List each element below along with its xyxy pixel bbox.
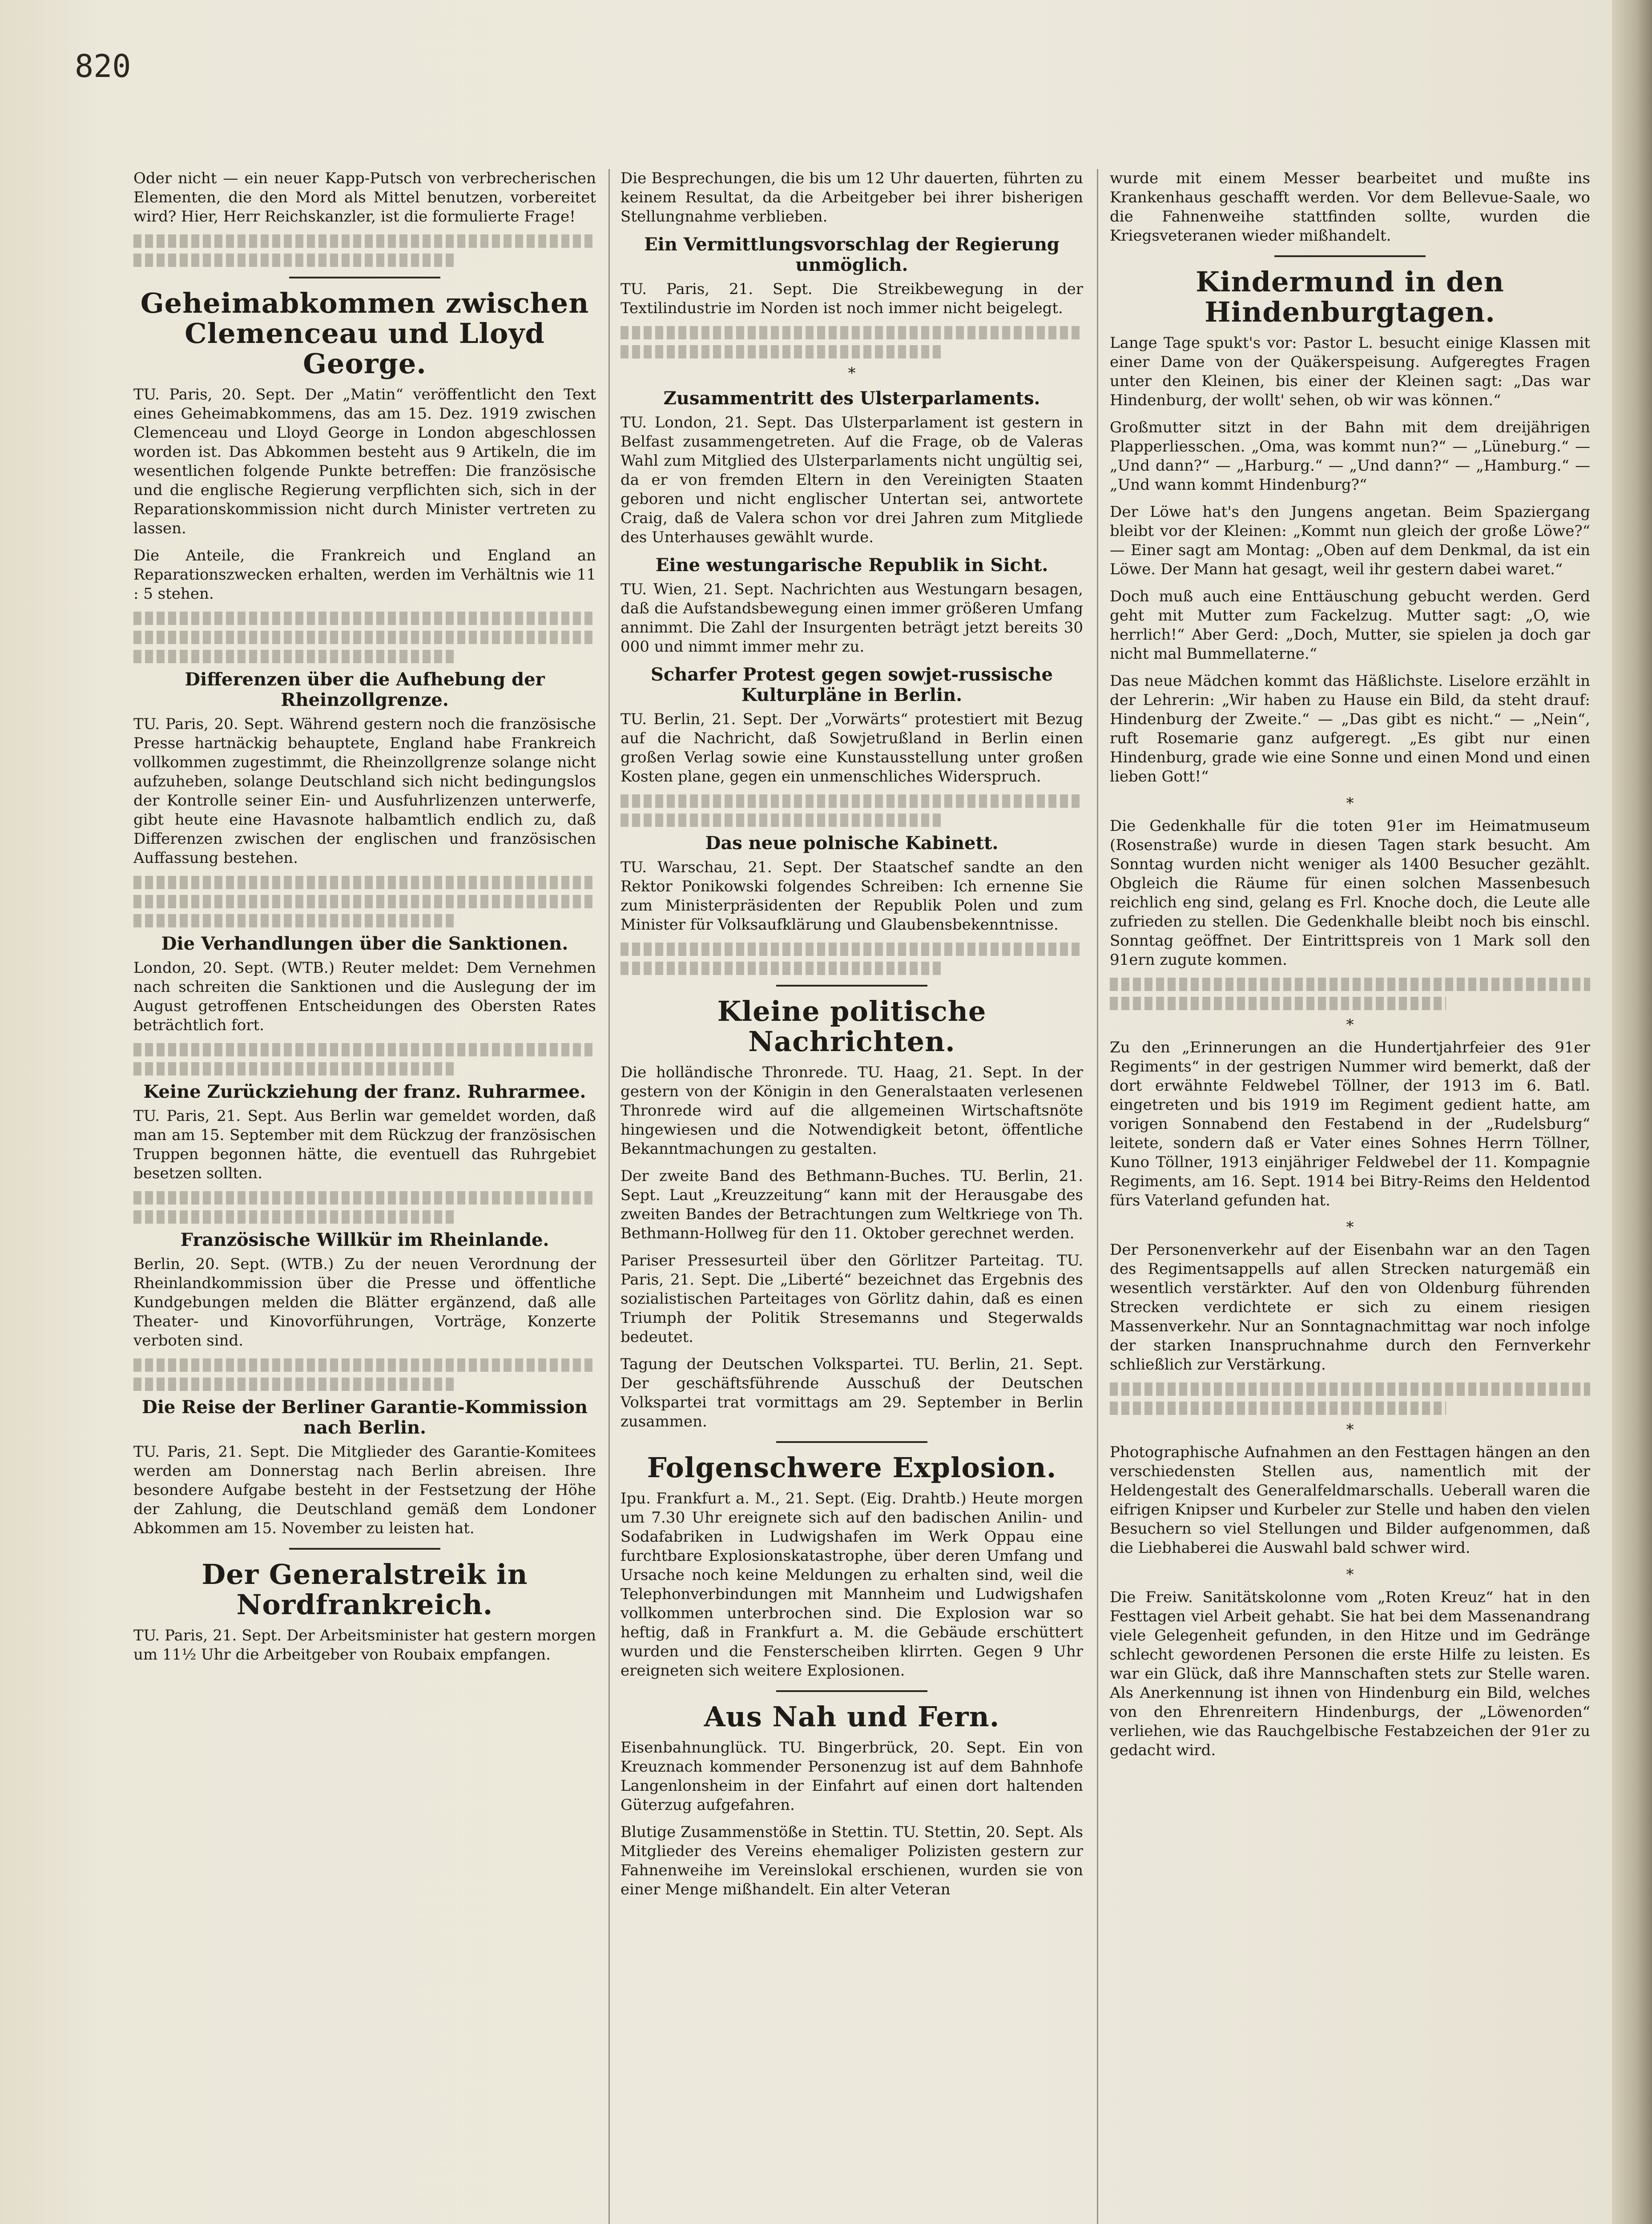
text-line-placeholder (133, 1043, 596, 1056)
article-text: TU. Paris, 21. Sept. Die Streikbewegung in der Textilindustrie im Norden ist noch immer nicht beigelegt. (621, 280, 1083, 317)
article-text: Oder nicht — ein neuer Kapp-Putsch von verbrecherischen Elementen, die den Mord als Mittel benutzen, vorbereitet wird? Hier, Herr Reichskanzler, ist die formulierte Frage! (133, 169, 596, 226)
subheadline: Französische Willkür im Rheinlande. (180, 1229, 549, 1250)
subheadline: Scharfer Protest gegen sowjet-russische Kulturpläne in Berlin. (651, 664, 1053, 705)
article-text: Der Personenverkehr auf der Eisenbahn war an den Tagen des Regimentsappells auf allen Strecken naturgemäß ein wesentlich verstärkter. Auf den von Oldenburg führenden Strecken verdichtete er sich zu einem riesigen Massenverkehr. Nur an Sonntagnachmittag war noch infolge der starken Inanspruchnahme durch den Fernverkehr schließlich zur Verstärkung. (1110, 1241, 1590, 1374)
article-text: Lange Tage spukt's vor: Pastor L. besucht einige Klassen mit einer Dame von der Quäkerspeisung. Aufgeregtes Fragen unter den Kleinen, bis einer der Kleinen sagt: „Das war Hindenburg, der wollt' sehen, ob wir was können.“ (1110, 334, 1590, 409)
subheadline: Differenzen über die Aufhebung der Rheinzollgrenze. (185, 669, 545, 710)
separator-rule (1274, 255, 1426, 257)
article-text: TU. Paris, 20. Sept. Der „Matin“ veröffentlicht den Text eines Geheimabkommens, das am 15. Dez. 1919 zwischen Clemenceau und Lloyd George in London abgeschlossen worden ist. Das Abkommen besteht aus 9 Artikeln, die im wesentlichen folgende Punkte betreffen: Die französische und die englische Regierung verpflichten sich, sich in der Reparationskommission nicht durch Minister vertreten zu lassen. (133, 386, 596, 537)
page-number: 820 (75, 48, 131, 85)
separator-rule (289, 1548, 440, 1550)
article-text: Die Besprechungen, die bis um 12 Uhr dauerten, führten zu keinem Resultat, da die Arbeitgeber bei ihrer bisherigen Stellungnahme verblieben. (621, 169, 1083, 226)
star-divider: * (1346, 1421, 1354, 1438)
article-text: Der zweite Band des Bethmann-Buches. TU. Berlin, 21. Sept. Laut „Kreuzzeitung“ kann mit der Herausgabe des zweiten Bandes der Betrachtungen zum Weltkriege von Th. Bethmann-Hollweg für den 11. Oktober gerechnet werden. (621, 1167, 1083, 1242)
star-divider: * (1346, 1016, 1354, 1034)
star-divider: * (1346, 794, 1354, 812)
column-1 (133, 169, 596, 1672)
text-line-placeholder (133, 234, 596, 248)
article-text: Die Anteile, die Frankreich und England an Reparationszwecken erhalten, werden im Verhältnis wie 11 : 5 stehen. (133, 547, 596, 603)
subheadline: Eine westungarische Republik in Sicht. (655, 555, 1048, 576)
star-divider: * (1346, 1218, 1354, 1236)
page-edge-binding (1612, 0, 1652, 2224)
article-text: Die Freiw. Sanitätskolonne vom „Roten Kreuz“ hat in den Festtagen viel Arbeit gehabt. Sie hat bei dem Massenandrang viele Gelegenheit gefunden, in den Hitze und im Gedränge schlecht gewordenen Personen die erste Hilfe zu leisten. Es war ein Glück, daß ihre Mannschaften stets zur Stelle waren. Als Anerkennung ist ihnen von Hindenburg ein Bild, welches von den Ehrenreitern Hindenburgs, der „Löwenorden“ verliehen, wie das Rauchgelbische Festabzeichen der 91er zu gedacht wird. (1110, 1588, 1590, 1759)
headline: Kleine politische Nachrichten. (717, 995, 987, 1058)
article-text: TU. Paris, 21. Sept. Der Arbeitsminister hat gestern morgen um 11½ Uhr die Arbeitgeber von Roubaix empfangen. (133, 1627, 596, 1664)
headline: Der Generalstreik in Nordfrankreich. (201, 1558, 528, 1621)
article-text: Pariser Pressesurteil über den Görlitzer Parteitag. TU. Paris, 21. Sept. Die „Liberté“ bezeichnet das Ergebnis des sozialistischen Parteitages von Görlitz dahin, daß es einen Triumph der Politik Stresemanns und Stegerwalds bedeutet. (621, 1252, 1083, 1346)
subheadline: Das neue polnische Kabinett. (705, 833, 999, 854)
text-line-placeholder (621, 794, 1083, 808)
column-divider (608, 169, 610, 2224)
article-text: Blutige Zusammenstöße in Stettin. TU. Stettin, 20. Sept. Als Mitglieder des Vereins ehemaliger Polizisten gestern zur Fahnenweihe im Vereinslokal erschienen, wurden sie von einer Menge mißhandelt. Ein alter Veteran (621, 1823, 1083, 1898)
subheadline: Zusammentritt des Ulsterparlaments. (663, 388, 1040, 409)
text-line-placeholder (1110, 997, 1446, 1010)
article-text: Die holländische Thronrede. TU. Haag, 21. Sept. In der gestern von der Königin in den Generalstaaten verlesenen Thronrede wird auf die allgemeinen Wirtschaftsnöte hingewiesen und die Notwendigkeit betont, öffentliche Bekanntmachungen zu gestalten. (621, 1064, 1083, 1158)
subheadline: Ein Vermittlungsvorschlag der Regierung unmöglich. (644, 234, 1060, 275)
article-text: wurde mit einem Messer bearbeitet und mußte ins Krankenhaus geschafft werden. Vor dem Bellevue-Saale, wo die Fahnenweihe stattfinden sollte, wurden die Kriegsveteranen wieder mißhandelt. (1110, 169, 1590, 245)
star-divider: * (1346, 1566, 1354, 1583)
separator-rule (776, 985, 927, 987)
article-text: Eisenbahnunglück. TU. Bingerbrück, 20. Sept. Ein von Kreuznach kommender Personenzug ist auf dem Bahnhofe Langenlonsheim in der Einfahrt auf einen dort haltenden Güterzug aufgefahren. (621, 1739, 1083, 1814)
article-text: Zu den „Erinnerungen an die Hundertjahrfeier des 91er Regiments“ in der gestrigen Nummer wird bemerkt, daß der dort erwähnte Feldwebel Töllner, der 1913 im 6. Batl. eingetreten und bis 1919 im Regiment gedient hatte, am vorigen Sonnabend den Festabend in der „Rudelsburg“ leitete, sondern daß er Vater eines Sohnes Herrn Töllner, Kuno Töllner, 1913 einjähriger Feldwebel der 11. Kompagnie Regiments, am 16. Sept. 1914 bei Bitry-Reims den Heldentod fürs Vaterland gefunden hat. (1110, 1039, 1590, 1209)
subheadline: Die Reise der Berliner Garantie-Kommission nach Berlin. (142, 1397, 588, 1438)
article-text: Das neue Mädchen kommt das Häßlichste. Liselore erzählt in der Lehrerin: „Wir haben zu Hause ein Bild, da steht drauf: Hindenburg der Zweite.“ — „Das gibt es nicht.“ — „Nein“, ruft Rosemarie ganz aufgeregt. „Es gibt nur einen Hindenburg, grade wie eine Sonne und einen Mond und einen lieben Gott!“ (1110, 672, 1590, 786)
star-divider: * (848, 364, 856, 382)
article-text: Photographische Aufnahmen an den Festtagen hängen an den verschiedensten Stellen aus, namentlich mit der Heldengestalt des Generalfeldmarschalls. Ueberall waren die eifrigen Knipser und Kurbeler zur Stelle und haben den vielen Besuchern so viel Stellungen und Bilder aufgenommen, daß die Liebhaberei die Auswahl bald schwer wird. (1110, 1443, 1590, 1557)
text-line-placeholder (1110, 1382, 1590, 1396)
column-3 (1110, 169, 1590, 1768)
article-text: London, 20. Sept. (WTB.) Reuter meldet: Dem Vernehmen nach schreiten die Sanktionen und die Auslegung der im August getroffenen Entscheidungen des Obersten Rates beträchtlich fort. (133, 959, 596, 1034)
text-line-placeholder (621, 326, 1083, 339)
text-line-placeholder (133, 254, 457, 267)
separator-rule (289, 277, 440, 278)
column-2 (621, 169, 1083, 1907)
headline: Folgenschwere Explosion. (647, 1451, 1057, 1484)
text-line-placeholder (133, 895, 596, 908)
article-text: Doch muß auch eine Enttäuschung gebucht werden. Gerd geht mit Mutter zum Fackelzug. Mutter sagt: „O, wie herrlich!“ Aber Gerd: „Doch, Mutter, sie spielen ja doch gar nicht mal Bummellaterne.“ (1110, 588, 1590, 663)
article-text: TU. London, 21. Sept. Das Ulsterparlament ist gestern in Belfast zusammengetreten. Auf die Frage, ob de Valeras Wahl zum Mitglied des Ulsterparlaments nicht ungültig sei, da er von fremden Eltern in den Vereinigten Staaten geboren und nicht englischer Untertan sei, antwortete Craig, daß de Valera schon vor drei Jahren zum Mitgliede des Unterhauses gewählt wurde. (621, 414, 1083, 546)
text-line-placeholder (621, 345, 944, 359)
subheadline: Die Verhandlungen über die Sanktionen. (161, 933, 568, 954)
article-text: TU. Warschau, 21. Sept. Der Staatschef sandte an den Rektor Ponikowski folgendes Schreiben: Ich ernenne Sie zum Ministerpräsidenten der Republik Polen und zum Minister für Volksaufklärung und Glaubensbekenntnisse. (621, 858, 1083, 934)
text-line-placeholder (1110, 978, 1590, 991)
headline: Kindermund in den Hindenburgtagen. (1196, 266, 1504, 328)
text-line-placeholder (133, 914, 457, 927)
text-line-placeholder (1110, 1402, 1446, 1415)
text-line-placeholder (133, 1210, 457, 1224)
text-line-placeholder (621, 943, 1083, 956)
article-text: Der Löwe hat's den Jungens angetan. Beim Spaziergang bleibt vor der Kleinen: „Kommt nun gleich der große Löwe?“ — Einer sagt am Montag: „Oben auf dem Denkmal, da ist ein Löwe. Der Mann hat gesagt, weil ihr gestern dabei waret.“ (1110, 503, 1590, 578)
article-text: Großmutter sitzt in der Bahn mit dem dreijährigen Plapperliesschen. „Oma, was kommt nun?“ — „Lüneburg.“ — „Und dann?“ — „Harburg.“ — „Und dann?“ — „Hamburg.“ — „Und wann kommt Hindenburg?“ (1110, 419, 1590, 494)
subheadline: Keine Zurückziehung der franz. Ruhrarmee. (143, 1081, 586, 1102)
text-line-placeholder (133, 1358, 596, 1372)
text-line-placeholder (133, 631, 596, 644)
headline: Geheimabkommen zwischen Clemenceau und Lloyd George. (140, 287, 589, 380)
article-text: Die Gedenkhalle für die toten 91er im Heimatmuseum (Rosenstraße) wurde in diesen Tagen stark besucht. Am Sonntag wurden nicht weniger als 1400 Besucher gezählt. Obgleich die Räume für einen solchen Massenbesuch reichlich eng sind, gelang es Frl. Knoche doch, die Leute alle zufrieden zu stellen. Die Gedenkhalle bleibt noch bis einschl. Sonntag geöffnet. Der Eintrittspreis von 1 Mark soll den 91ern zugute kommen. (1110, 817, 1590, 969)
article-text: TU. Berlin, 21. Sept. Der „Vorwärts“ protestiert mit Bezug auf die Nachricht, daß Sowjetrußland in Berlin einen großen Verlag sowie eine Kunstausstellung unter großen Kosten plane, gegen ein unmenschliches Widerspruch. (621, 710, 1083, 786)
text-line-placeholder (133, 612, 596, 625)
article-text: Tagung der Deutschen Volkspartei. TU. Berlin, 21. Sept. Der geschäftsführende Ausschuß der Deutschen Volkspartei trat vormittags am 29. September in Berlin zusammen. (621, 1355, 1083, 1430)
separator-rule (776, 1690, 927, 1692)
article-text: TU. Paris, 20. Sept. Während gestern noch die französische Presse hartnäckig behauptete, England habe Frankreich vollkommen zugestimmt, die Rheinzollgrenze solange nicht aufzuheben, solange Deutschland sich nicht bedingungslos der Kontrolle seiner Ein- und Ausfuhrlizenzen unterwerfe, gibt heute eine Havasnote halbamtlich endlich zu, daß Differenzen zwischen der englischen und französischen Auffassung bestehen. (133, 715, 596, 867)
text-line-placeholder (133, 1062, 457, 1076)
article-text: TU. Paris, 21. Sept. Aus Berlin war gemeldet worden, daß man am 15. September mit dem Rückzug der französischen Truppen begonnen hätte, die eventuell das Ruhrgebiet besetzen sollten. (133, 1107, 596, 1182)
column-divider (1097, 169, 1098, 2224)
text-line-placeholder (133, 876, 596, 889)
article-text: TU. Paris, 21. Sept. Die Mitglieder des Garantie-Komitees werden am Donnerstag nach Berlin abreisen. Ihre besondere Aufgabe besteht in der Festsetzung der Höhe der Zahlung, die Deutschland gemäß dem Londoner Abkommen am 15. November zu leisten hat. (133, 1443, 596, 1537)
text-line-placeholder (621, 814, 944, 827)
article-text: Berlin, 20. Sept. (WTB.) Zu der neuen Verordnung der Rheinlandkommission über die Presse und öffentliche Kundgebungen melden die Blätter ergänzend, daß alle Theater- und Kinovorführungen, Vorträge, Konzerte verboten sind. (133, 1255, 596, 1350)
text-line-placeholder (133, 650, 457, 663)
text-line-placeholder (133, 1378, 457, 1391)
text-line-placeholder (133, 1191, 596, 1205)
headline: Aus Nah und Fern. (704, 1700, 1000, 1733)
article-text: TU. Wien, 21. Sept. Nachrichten aus Westungarn besagen, daß die Aufstandsbewegung einen immer größeren Umfang annimmt. Die Zahl der Insurgenten beträgt jetzt bereits 30 000 und nimmt immer mehr zu. (621, 580, 1083, 656)
article-text: Ipu. Frankfurt a. M., 21. Sept. (Eig. Drahtb.) Heute morgen um 7.30 Uhr ereignete sich auf den badischen Anilin- und Sodafabriken in Ludwigshafen im Werk Oppau eine furchtbare Explosionskatastrophe, über deren Umfang und Ursache noch keine Meldungen zu erhalten sind, weil die Telephonverbindungen mit Mannheim und Ludwigshafen vollkommen unterbrochen sind. Die Explosion war so heftig, daß in Frankfurt a. M. die Gebäude erschüttert wurden und die Fensterscheiben klirrten. Gegen 9 Uhr ereigneten sich weitere Explosionen. (621, 1490, 1083, 1680)
text-line-placeholder (621, 962, 944, 975)
separator-rule (776, 1441, 927, 1443)
